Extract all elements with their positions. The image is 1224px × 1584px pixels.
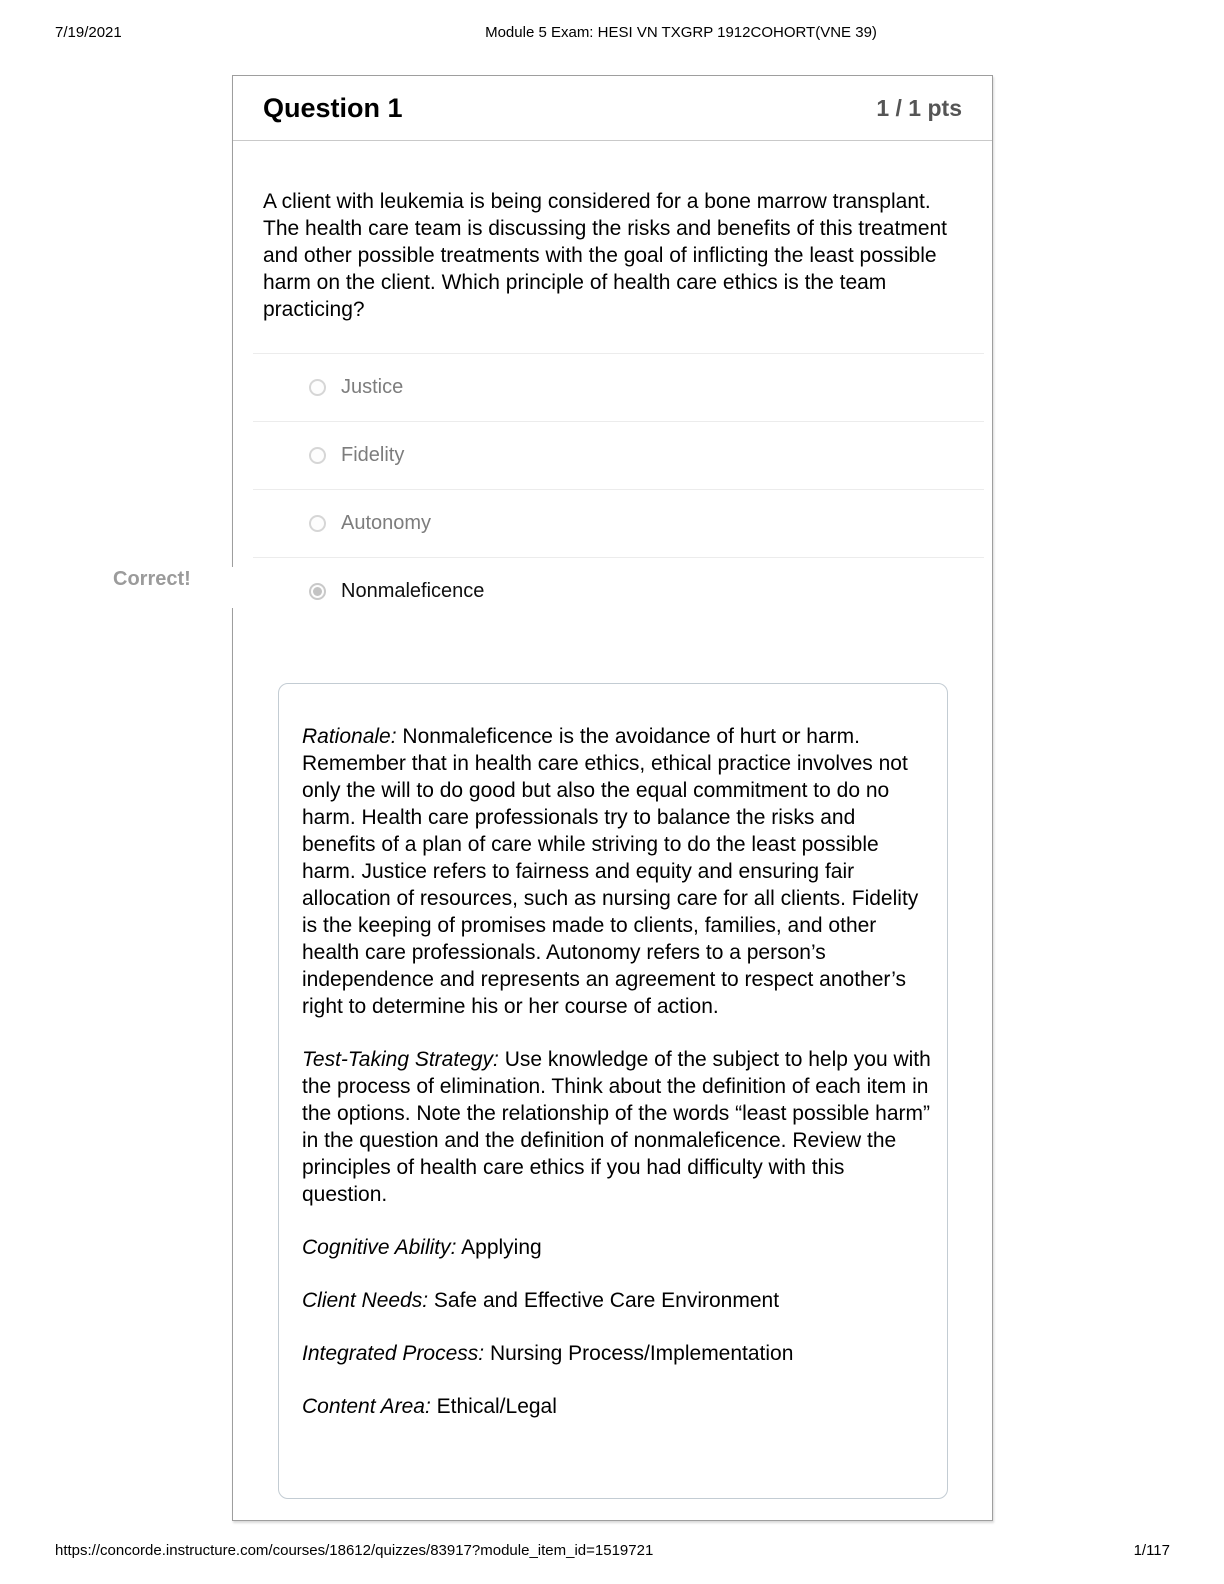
feedback-text: Safe and Effective Care Environment [433,1289,780,1312]
answer-option-label: Justice [341,376,404,398]
answer-option[interactable] [253,421,984,489]
feedback-panel [278,683,948,1499]
feedback-text: Use knowledge of the subject to help you with the process of elimination. Think about the definition of each item in the options. Note the relationship of the words “least possible harm” in the question and the definition of nonmaleficence. Review the principles of health care ethics if you had difficulty with this question. [302,1048,931,1206]
feedback-paragraph [302,1234,933,1261]
question-header [233,76,992,141]
feedback-paragraph [302,1046,933,1208]
print-date: 7/19/2021 [55,24,122,41]
feedback-text: Nonmaleficence is the avoidance of hurt or harm. Remember that in health care ethics, ethical practice involves not only the will to do good but also the equal commitment to do no harm. Health care professionals try to balance the risks and benefits of a plan of care while striving to do the least possible harm. Justice refers to fairness and equity and ensuring fair allocation of resources, such as nursing care for all clients. Fidelity is the keeping of promises made to clients, families, and other health care professionals. Autonomy refers to a person’s independence and represents an agreement to respect another’s right to determine his or her course of action. [302,725,919,1018]
feedback-paragraph [302,1393,933,1420]
answer-option[interactable] [253,353,984,421]
radio-icon[interactable] [309,447,326,464]
feedback-label: Test-Taking Strategy: [302,1048,499,1071]
feedback-paragraph [302,1340,933,1367]
answer-options [253,353,984,625]
question-text: A client with leukemia is being considered for a bone marrow transplant. The health care team is discussing the risks and benefits of this treatment and other possible treatments with the goal of inflicting the least possible harm on the client. Which principle of health care ethics is the team practicing? [263,190,948,321]
footer-url: https://concorde.instructure.com/courses/18612/quizzes/83917?module_item_id=1519721 [55,1542,654,1559]
answer-option-label: Autonomy [341,512,432,534]
feedback-paragraph [302,723,933,1020]
feedback-label: Integrated Process: [302,1342,485,1365]
feedback-paragraph [302,1287,933,1314]
correct-label: Correct! [113,568,191,590]
footer-page-number: 1/117 [1133,1542,1170,1559]
question-points: 1 / 1 pts [876,94,962,121]
feedback-label: Rationale: [302,725,397,748]
answer-option-label: Fidelity [341,444,405,466]
answer-option-label: Nonmaleficence [341,580,485,602]
print-title: Module 5 Exam: HESI VN TXGRP 1912COHORT(VNE 39) [485,24,877,41]
question-card [232,75,993,1521]
feedback-label: Cognitive Ability: [302,1236,457,1259]
answer-option[interactable] [253,557,984,625]
feedback-text: Ethical/Legal [436,1395,557,1418]
border-gap-patch [228,567,237,608]
question-title: Question 1 [263,92,403,123]
radio-icon[interactable] [309,515,326,532]
answer-option[interactable] [253,489,984,557]
feedback-label: Content Area: [302,1395,431,1418]
radio-icon[interactable] [309,583,326,600]
feedback-text: Nursing Process/Implementation [489,1342,794,1365]
feedback-text: Applying [461,1236,542,1259]
radio-icon[interactable] [309,379,326,396]
feedback-label: Client Needs: [302,1289,429,1312]
